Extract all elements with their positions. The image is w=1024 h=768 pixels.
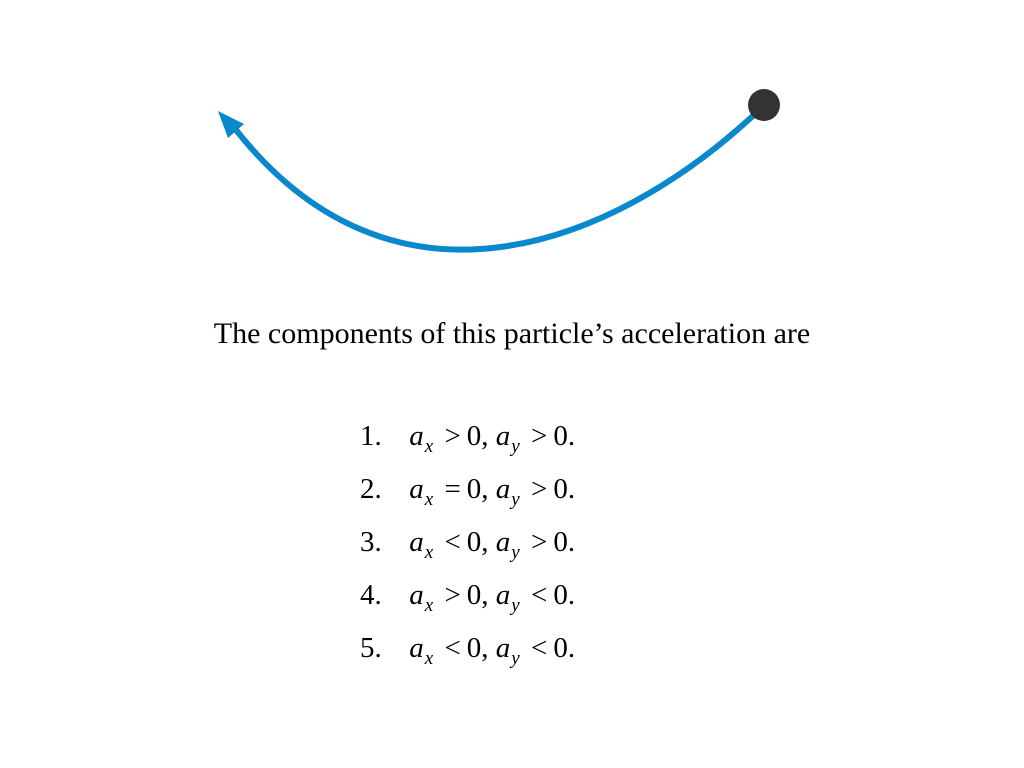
y-relation: < bbox=[530, 632, 548, 664]
x-subscript: x bbox=[424, 542, 434, 563]
acceleration-symbol: a bbox=[495, 473, 511, 505]
option-2[interactable] bbox=[360, 467, 575, 520]
x-value: 0, bbox=[466, 632, 489, 664]
acceleration-symbol: a bbox=[409, 579, 424, 611]
option-number: 1. bbox=[360, 420, 382, 452]
option-1[interactable] bbox=[360, 414, 575, 467]
y-subscript: y bbox=[511, 595, 520, 616]
option-number: 3. bbox=[360, 526, 382, 558]
option-number: 4. bbox=[360, 579, 382, 611]
y-subscript: y bbox=[511, 648, 520, 669]
x-value: 0, bbox=[466, 579, 489, 611]
option-3[interactable] bbox=[360, 520, 575, 573]
x-value: 0, bbox=[466, 473, 489, 505]
y-relation: > bbox=[530, 420, 548, 452]
x-subscript: x bbox=[424, 489, 434, 510]
answer-options bbox=[360, 414, 575, 679]
option-5[interactable] bbox=[360, 626, 575, 679]
acceleration-symbol: a bbox=[495, 632, 511, 664]
x-value: 0, bbox=[466, 420, 489, 452]
option-number: 5. bbox=[360, 632, 382, 664]
x-value: 0, bbox=[466, 526, 489, 558]
x-relation: < bbox=[444, 526, 461, 558]
particle-dot bbox=[748, 89, 780, 121]
x-relation: > bbox=[444, 420, 461, 452]
option-number: 2. bbox=[360, 473, 382, 505]
question-text: The components of this particle’s acceleration are bbox=[213, 317, 811, 350]
x-relation: = bbox=[444, 473, 461, 505]
y-relation: < bbox=[530, 579, 548, 611]
trajectory-curve bbox=[233, 112, 757, 250]
acceleration-symbol: a bbox=[495, 526, 511, 558]
acceleration-symbol: a bbox=[495, 420, 511, 452]
y-value: 0. bbox=[553, 632, 576, 664]
x-subscript: x bbox=[424, 436, 434, 457]
y-relation: > bbox=[530, 473, 548, 505]
acceleration-symbol: a bbox=[409, 632, 424, 664]
y-subscript: y bbox=[511, 489, 520, 510]
y-value: 0. bbox=[553, 526, 576, 558]
x-subscript: x bbox=[424, 648, 434, 669]
x-relation: > bbox=[444, 579, 461, 611]
x-relation: < bbox=[444, 632, 461, 664]
x-subscript: x bbox=[424, 595, 434, 616]
acceleration-symbol: a bbox=[409, 420, 424, 452]
y-relation: > bbox=[530, 526, 548, 558]
y-value: 0. bbox=[553, 420, 576, 452]
option-4[interactable] bbox=[360, 573, 575, 626]
y-subscript: y bbox=[511, 542, 520, 563]
acceleration-symbol: a bbox=[409, 526, 424, 558]
trajectory-diagram bbox=[0, 0, 1024, 300]
acceleration-symbol: a bbox=[495, 579, 511, 611]
acceleration-symbol: a bbox=[409, 473, 424, 505]
y-subscript: y bbox=[511, 436, 520, 457]
y-value: 0. bbox=[553, 579, 576, 611]
y-value: 0. bbox=[553, 473, 576, 505]
